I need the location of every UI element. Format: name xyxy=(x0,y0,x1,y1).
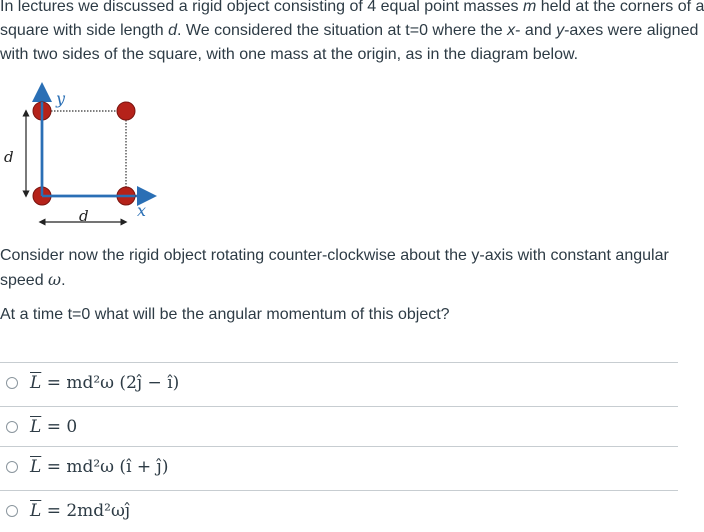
radio-button[interactable] xyxy=(6,505,18,517)
answer-option-2[interactable] xyxy=(0,407,678,447)
intro-line-1: In lectures we discussed a rigid object consisting of 4 equal point masses m held at the corners of a xyxy=(0,0,704,15)
intro-line-2: square with side length d. We considered the situation at t=0 where the x- and y-axes were aligned xyxy=(0,22,699,39)
d-bottom-label: d xyxy=(79,207,89,225)
square-mass-diagram xyxy=(0,80,180,230)
intro-line-3: with two sides of the square, with one mass at the origin, as in the diagram below. xyxy=(0,46,579,63)
answer-option-3[interactable] xyxy=(0,447,678,487)
answer-option-4[interactable] xyxy=(0,491,678,531)
d-left-label: d xyxy=(4,148,14,166)
mass-top-right xyxy=(117,102,135,120)
question-intro xyxy=(0,0,704,67)
y-axis-label: y xyxy=(56,89,66,108)
option-label: $\overline{L} = md^2\omega$ (î + ĵ) xyxy=(30,457,169,477)
radio-button[interactable] xyxy=(6,377,18,389)
setup-text: Consider now the rigid object rotating counter-clockwise about the y-axis with constant angular speed ω. xyxy=(0,247,669,289)
answer-option-1[interactable] xyxy=(0,363,678,403)
question-prompt: At a time t=0 what will be the angular momentum of this object? xyxy=(0,306,450,323)
option-label: $\overline{L} = 0$ xyxy=(30,417,78,437)
radio-button[interactable] xyxy=(6,421,18,433)
option-label: $\overline{L}$ = 2md²ωĵ xyxy=(30,501,131,521)
x-axis-label: x xyxy=(137,201,147,220)
option-label: $\overline{L} = md^2\omega$ (2ĵ − î) xyxy=(30,373,180,393)
radio-button[interactable] xyxy=(6,461,18,473)
